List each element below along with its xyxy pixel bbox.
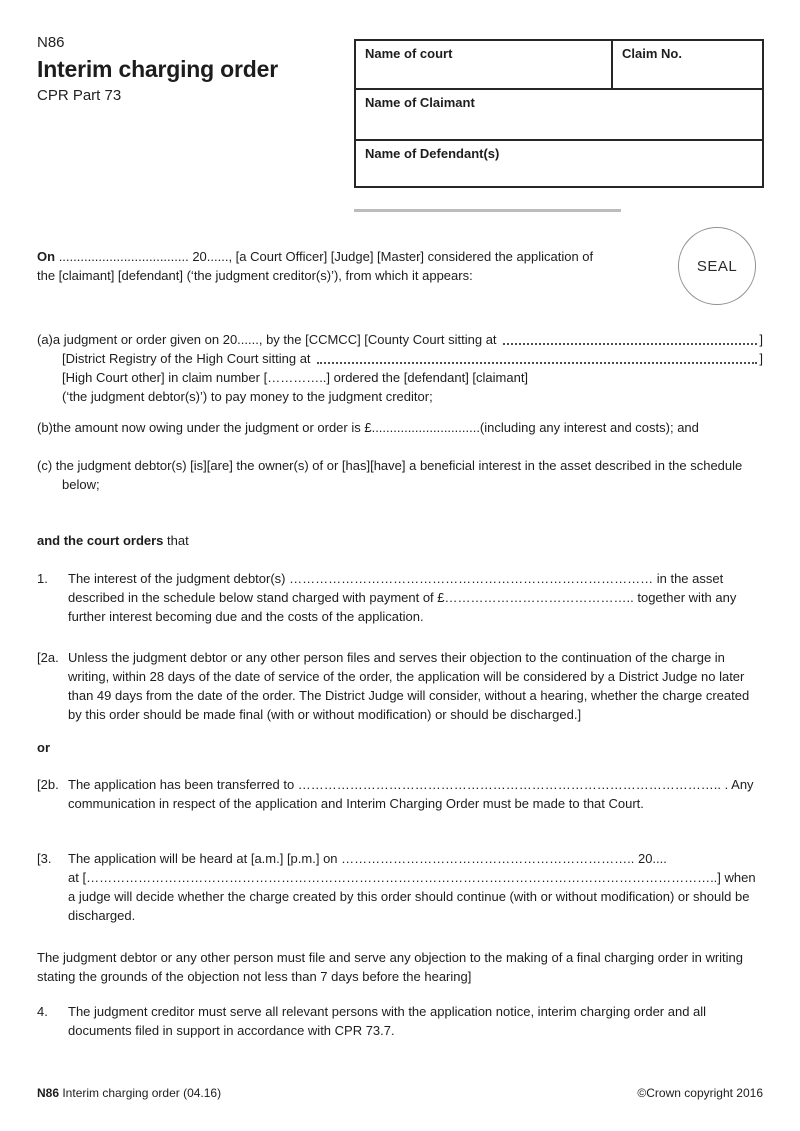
page-footer [37,1086,763,1100]
clause-a [37,330,763,406]
item-number: 4. [37,1004,48,1019]
debtor-objection-note: The judgment debtor or any other person must file and serve any objection to the making of a final charging order in writing stating the grounds of the objection not less than 7 days before the hearing] [37,950,744,984]
item-number: [3. [37,851,52,866]
page-title: Interim charging order [37,56,278,82]
clause-c: (c) the judgment debtor(s) [is][are] the owner(s) of or [has][have] a beneficial interest in the asset described in the schedule below; [37,458,743,492]
clause-b: (b)the amount now owing under the judgment or order is £..............................(including any interest and costs); and [37,420,699,435]
dotted-blank-registry-location [317,349,757,364]
clause-a-line2 [62,349,763,368]
item-text: The interest of the judgment debtor(s) ………………………………………………………………………… in the asset described in the schedule below stand charged with payment of £…………………………………….. together with any further interest becoming due and the costs of the application. [68,571,737,624]
item-number: [2a. [37,650,59,665]
order-item-4 [37,1002,763,1040]
orders-heading-rest: that [163,533,189,548]
intro-lead: On [37,249,56,264]
or-label: or [37,740,50,755]
clause-a-line3: [High Court other] in claim number […………..] ordered the [defendant] [claimant] [62,370,529,385]
item-3-rest: at [………………………………………………………………………………………………………………………………..] when a judge will decide whether the charge created by this order should continue (with or without modification) or should be discharged. [68,870,756,923]
claim-no-label: Claim No. [622,46,682,61]
footer-form-title: Interim charging order (04.16) [59,1086,222,1100]
clause-a-line1 [37,330,763,349]
clause-a-line2-bracket: ] [759,351,763,366]
footer-form-code: N86 [37,1086,60,1100]
form-body [37,0,763,1040]
item-text: The application has been transferred to …………………………………………………………………………………….. . Any communication in respect of the application and Interim Charging Order must be made to that Court. [68,777,754,811]
clause-a-line1-text: (a)a judgment or order given on 20......, by the [CCMCC] [County Court sitting at [37,332,501,347]
seal-label: SEAL [696,257,738,275]
order-item-2b [37,775,763,813]
name-of-defendant-label: Name of Defendant(s) [365,146,500,161]
dotted-blank-court-location [503,330,757,345]
item-3-line1: The application will be heard at [a.m.] [p.m.] on ………………………………………………………….. 20.... [68,851,667,866]
order-item-2a [37,648,763,724]
orders-heading-bold: and the court orders [37,533,164,548]
item-text: Unless the judgment debtor or any other person files and serves their objection to the continuation of the charge in writing, within 28 days of the date of service of the order, the application will be considered by a District Judge no later than 49 days from the date of the order. The District Judge will consider, without a hearing, whether the charge created by this order should be made final (with or without modification) or should be discharged.] [68,650,750,722]
clause-a-line2-text: [District Registry of the High Court sitting at [62,351,315,366]
form-code: N86 [37,34,65,51]
name-of-court-label: Name of court [365,46,453,61]
order-item-3 [37,849,763,925]
clause-a-line4: (‘the judgment debtor(s)’) to pay money to the judgment creditor; [62,389,433,404]
name-of-claimant-label: Name of Claimant [365,95,475,110]
item-text: The judgment creditor must serve all relevant persons with the application notice, interim charging order and all documents filed in support in accordance with CPR 73.7. [68,1004,707,1038]
clause-a-line1-bracket: ] [759,332,763,347]
form-subtitle: CPR Part 73 [37,87,122,104]
intro-text: .................................... 20......, [a Court Officer] [Judge] [Master] considered the application of the [claimant] [defendant] (‘the judgment creditor(s)’), from which it appears: [37,249,594,283]
item-number: 1. [37,571,48,586]
item-number: [2b. [37,777,59,792]
footer-left [37,1086,221,1100]
order-item-1 [37,569,763,626]
footer-copyright: ©Crown copyright 2016 [637,1086,763,1100]
intro-paragraph [37,247,597,285]
item-text [68,849,763,925]
orders-heading [37,531,763,550]
